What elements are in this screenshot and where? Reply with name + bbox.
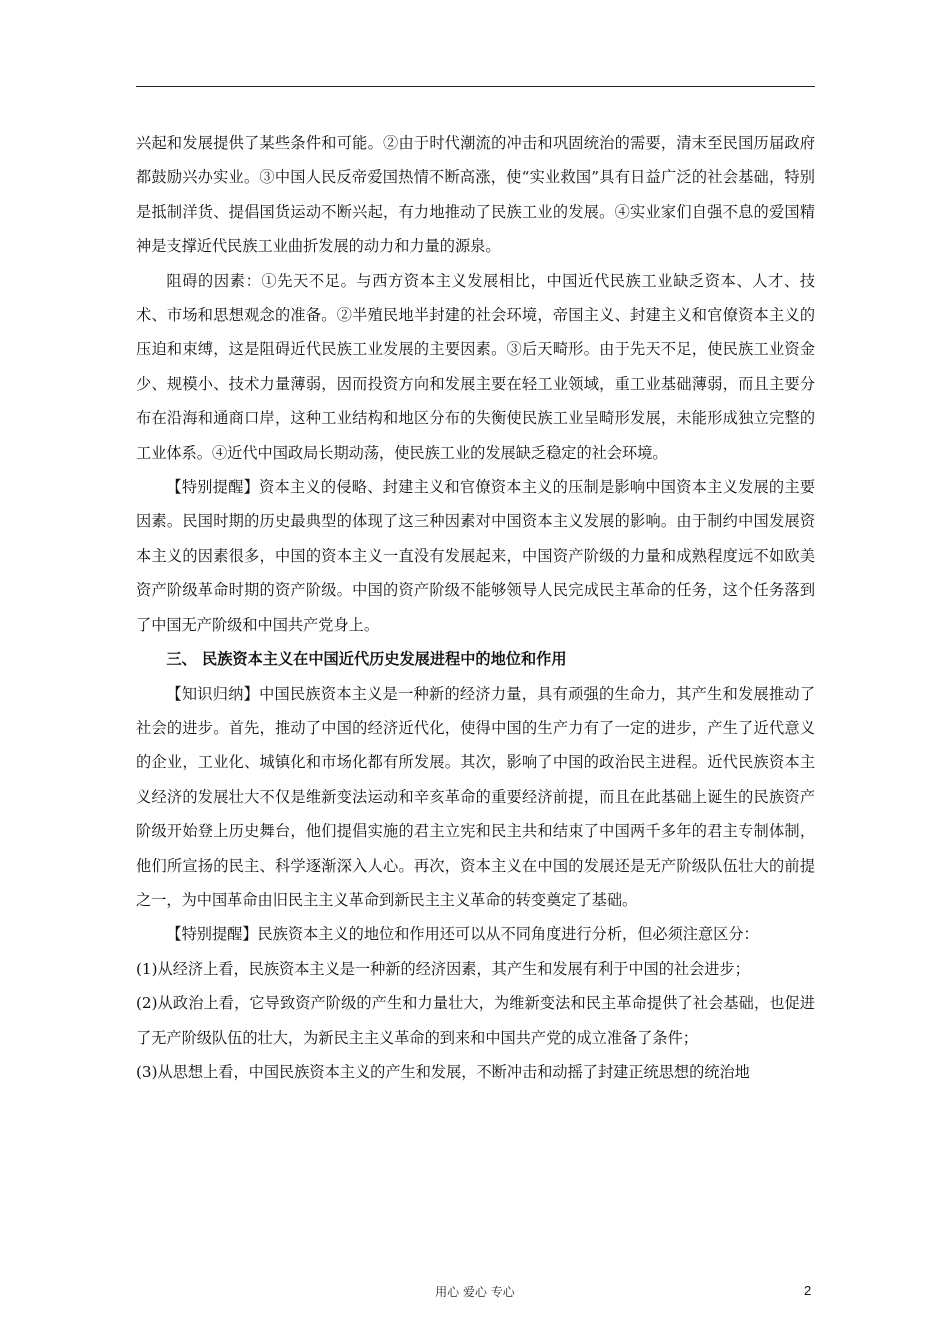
footer-text: 用心 爱心 专心: [435, 1285, 515, 1299]
page-number: 2: [804, 1283, 812, 1298]
paragraph-special-reminder-1: 【特别提醒】资本主义的侵略、封建主义和官僚资本主义的压制是影响中国资本主义发展的主要因素。民国时期的历史最典型的体现了这三种因素对中国资本主义发展的影响。由于制约中国发展资本主义的因素很多，中国的资本主义一直没有发展起来，中国资产阶级的力量和成熟程度远不如欧美资产阶级革命时期的资产阶级。中国的资产阶级不能够领导人民完成民主革命的任务，这个任务落到了中国无产阶级和中国共产党身上。: [136, 478, 815, 634]
paragraph-continuation: 兴起和发展提供了某些条件和可能。②由于时代潮流的冲击和巩固统治的需要，清末至民国历届政府都鼓励兴办实业。③中国人民反帝爱国热情不断高涨，使“实业救国”具有日益广泛的社会基础，特别是抵制洋货、提倡国货运动不断兴起，有力地推动了民族工业的发展。④实业家们自强不息的爱国精神是支撑近代民族工业曲折发展的动力和力量的源泉。: [136, 134, 815, 256]
list-item-political: (2)从政治上看，它导致资产阶级的产生和力量壮大，为维新变法和民主革命提供了社会基础，也促进了无产阶级队伍的壮大，为新民主主义革命的到来和中国共产党的成立准备了条件；: [136, 994, 815, 1047]
paragraph-obstacles: 阻碍的因素：①先天不足。与西方资本主义发展相比，中国近代民族工业缺乏资本、人才、技术、市场和思想观念的准备。②半殖民地半封建的社会环境，帝国主义、封建主义和官僚资本主义的压迫和束缚，这是阻碍近代民族工业发展的主要因素。③后天畸形。由于先天不足，使民族工业资金少、规模小、技术力量薄弱，因而投资方向和发展主要在轻工业领域，重工业基础薄弱，而且主要分布在沿海和通商口岸，这种工业结构和地区分布的失衡使民族工业呈畸形发展，未能形成独立完整的工业体系。④近代中国政局长期动荡，使民族工业的发展缺乏稳定的社会环境。: [136, 271, 815, 462]
document-body: [136, 126, 815, 1089]
paragraph-knowledge-summary: 【知识归纳】中国民族资本主义是一种新的经济力量，具有顽强的生命力，其产生和发展推动了社会的进步。首先，推动了中国的经济近代化，使得中国的生产力有了一定的进步，产生了近代意义的企业，工业化、城镇化和市场化都有所发展。其次，影响了中国的政治民主进程。近代民族资本主义经济的发展壮大不仅是维新变法运动和辛亥革命的重要经济前提，而且在此基础上诞生的民族资产阶级开始登上历史舞台，他们提倡实施的君主立宪和民主共和结束了中国两千多年的君主专制体制，他们所宣扬的民主、科学逐渐深入人心。再次，资本主义在中国的发展还是无产阶级队伍壮大的前提之一，为中国革命由旧民主主义革命到新民主主义革命的转变奠定了基础。: [136, 684, 815, 909]
list-item-economic: (1)从经济上看，民族资本主义是一种新的经济因素，其产生和发展有利于中国的社会进步；: [136, 959, 750, 978]
header-rule: [136, 86, 815, 87]
list-item-ideological: (3)从思想上看，中国民族资本主义的产生和发展，不断冲击和动摇了封建正统思想的统治地: [136, 1062, 750, 1081]
paragraph-special-reminder-2: 【特别提醒】民族资本主义的地位和作用还可以从不同角度进行分析，但必须注意区分：: [166, 925, 759, 944]
section-heading-three: 三、 民族资本主义在中国近代历史发展进程中的地位和作用: [166, 650, 567, 669]
